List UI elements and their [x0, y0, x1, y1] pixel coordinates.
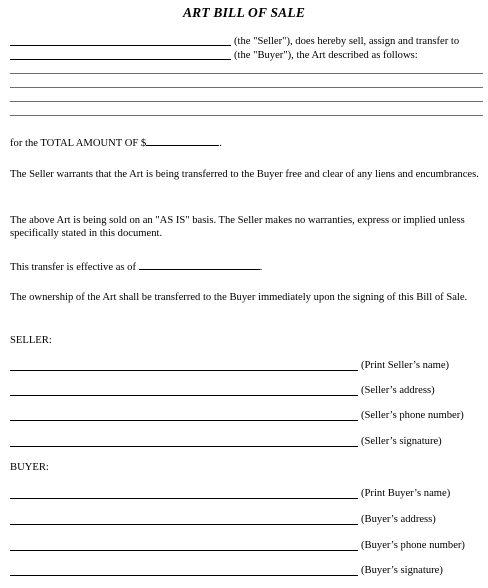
- buyer-print-name-label: (Print Buyer’s name): [361, 488, 451, 499]
- seller-signature-label: (Seller’s signature): [361, 436, 442, 447]
- buyer-name-blank[interactable]: [10, 59, 231, 60]
- buyer-print-name-field[interactable]: [10, 498, 358, 499]
- total-amount-label: for the TOTAL AMOUNT OF $: [10, 138, 147, 149]
- seller-heading: SELLER:: [10, 335, 52, 346]
- buyer-address-label: (Buyer’s address): [361, 514, 436, 525]
- total-amount-line: [10, 136, 222, 150]
- seller-phone-field[interactable]: [10, 420, 358, 421]
- seller-address-field[interactable]: [10, 395, 358, 396]
- buyer-signature-label: (Buyer’s signature): [361, 565, 443, 576]
- buyer-phone-label: (Buyer’s phone number): [361, 540, 465, 551]
- buyer-phone-field[interactable]: [10, 550, 358, 551]
- seller-name-blank[interactable]: [10, 45, 231, 46]
- seller-print-name-field[interactable]: [10, 370, 358, 371]
- art-description-line[interactable]: [10, 87, 483, 88]
- art-description-line[interactable]: [10, 73, 483, 74]
- buyer-address-field[interactable]: [10, 524, 358, 525]
- seller-signature-field[interactable]: [10, 446, 358, 447]
- intro-buyer-text: (the "Buyer"), the Art described as follows:: [234, 50, 418, 61]
- effective-date-line: [10, 260, 262, 274]
- seller-address-label: (Seller’s address): [361, 385, 435, 396]
- as-is-paragraph: The above Art is being sold on an "AS IS" basis. The Seller makes no warranties, express or implied unless specifically stated in this document.: [10, 215, 465, 239]
- seller-phone-label: (Seller’s phone number): [361, 410, 464, 421]
- art-description-line[interactable]: [10, 101, 483, 102]
- seller-print-name-label: (Print Seller’s name): [361, 360, 450, 371]
- total-amount-period: .: [219, 138, 222, 149]
- document-title: ART BILL OF SALE: [182, 5, 306, 20]
- intro-seller-text: (the "Seller"), does hereby sell, assign and transfer to: [234, 36, 460, 47]
- ownership-paragraph: The ownership of the Art shall be transferred to the Buyer immediately upon the signing of this Bill of Sale.: [10, 292, 468, 303]
- art-description-line[interactable]: [10, 115, 483, 116]
- buyer-heading: BUYER:: [10, 462, 49, 473]
- effective-date-period: .: [259, 262, 263, 273]
- warranty-paragraph: The Seller warrants that the Art is being transferred to the Buyer free and clear of any liens and encumbrances.: [10, 169, 479, 180]
- effective-date-label: This transfer is effective as of: [10, 262, 136, 273]
- total-amount-blank[interactable]: [146, 136, 219, 146]
- effective-date-blank[interactable]: [139, 260, 260, 270]
- buyer-signature-field[interactable]: [10, 575, 358, 576]
